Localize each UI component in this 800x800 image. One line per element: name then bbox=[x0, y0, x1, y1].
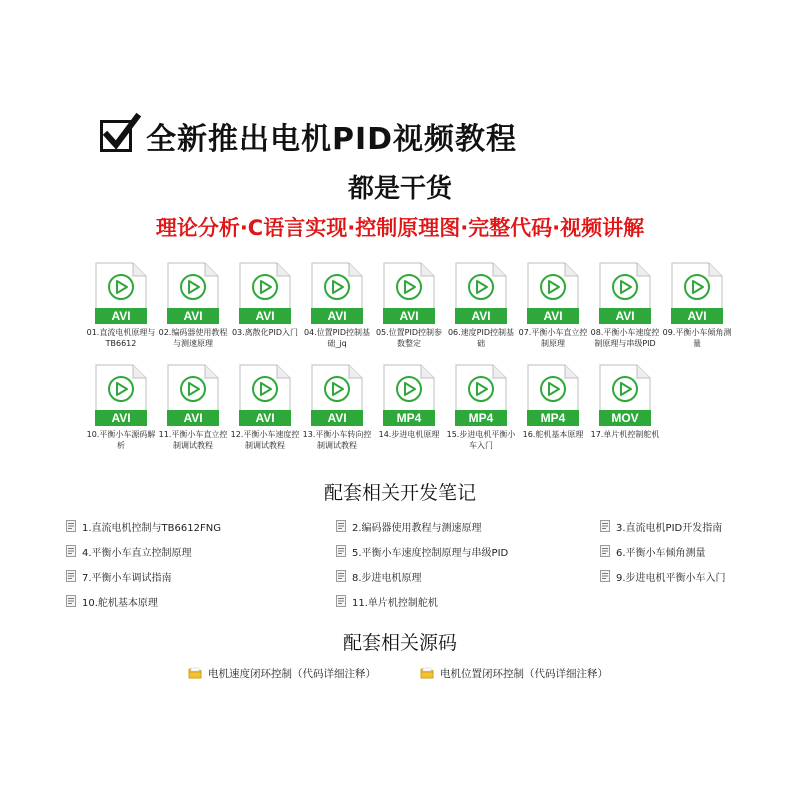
note-item-label: 10.舵机基本原理 bbox=[82, 597, 158, 609]
file-name: 14.步进电机原理 bbox=[378, 430, 440, 439]
file-name: 17.单片机控制舵机 bbox=[590, 430, 660, 439]
document-icon bbox=[600, 570, 610, 582]
note-item[interactable] bbox=[600, 543, 706, 559]
note-item[interactable] bbox=[66, 543, 192, 559]
note-item-label: 6.平衡小车倾角测量 bbox=[616, 547, 706, 559]
file-name: 08.平衡小车速度控制原理与串级PID bbox=[590, 328, 660, 348]
file-name: 07.平衡小车直立控制原理 bbox=[518, 328, 588, 348]
video-file[interactable] bbox=[301, 262, 373, 362]
note-item[interactable] bbox=[66, 568, 172, 584]
title-row bbox=[100, 116, 517, 156]
video-file[interactable] bbox=[661, 262, 733, 362]
file-type-badge: AVI bbox=[239, 410, 291, 426]
note-item-label: 5.平衡小车速度控制原理与串级PID bbox=[352, 547, 509, 559]
video-file[interactable] bbox=[517, 262, 589, 362]
note-item[interactable] bbox=[336, 568, 422, 584]
folder-icon bbox=[420, 666, 434, 680]
file-name: 10.平衡小车源码解析 bbox=[86, 430, 156, 450]
file-name: 05.位置PID控制参数整定 bbox=[375, 328, 443, 348]
document-icon bbox=[336, 570, 346, 582]
file-type-badge: AVI bbox=[527, 308, 579, 324]
file-type-badge: AVI bbox=[239, 308, 291, 324]
document-icon bbox=[66, 595, 76, 607]
file-type-badge: AVI bbox=[671, 308, 723, 324]
folder-icon bbox=[188, 666, 202, 680]
document-icon bbox=[600, 520, 610, 532]
document-icon bbox=[66, 570, 76, 582]
page-subtitle: 都是干货 bbox=[347, 174, 452, 204]
notes-section-title: 配套相关开发笔记 bbox=[323, 482, 476, 504]
video-file[interactable] bbox=[373, 364, 445, 464]
video-file[interactable] bbox=[229, 262, 301, 362]
note-item[interactable] bbox=[66, 593, 158, 609]
file-name: 16.舵机基本原理 bbox=[522, 430, 584, 439]
video-file[interactable] bbox=[445, 262, 517, 362]
file-type-badge: AVI bbox=[167, 410, 219, 426]
note-item[interactable] bbox=[336, 518, 482, 534]
file-type-badge: MP4 bbox=[455, 410, 507, 426]
file-name: 04.位置PID控制基础_jq bbox=[303, 328, 371, 348]
source-folder-label: 电机速度闭环控制（代码详细注释） bbox=[208, 667, 376, 680]
file-name: 06.速度PID控制基础 bbox=[447, 328, 515, 348]
note-item[interactable] bbox=[66, 518, 221, 534]
document-icon bbox=[336, 545, 346, 557]
video-file[interactable] bbox=[85, 364, 157, 464]
file-type-badge: AVI bbox=[311, 410, 363, 426]
document-icon bbox=[66, 545, 76, 557]
document-icon bbox=[66, 520, 76, 532]
file-type-badge: AVI bbox=[311, 308, 363, 324]
note-item-label: 2.编码器使用教程与测速原理 bbox=[352, 522, 482, 534]
note-item-label: 11.单片机控制舵机 bbox=[352, 597, 438, 609]
note-item[interactable] bbox=[336, 543, 508, 559]
document-icon bbox=[600, 545, 610, 557]
note-item[interactable] bbox=[600, 518, 722, 534]
source-section-title: 配套相关源码 bbox=[342, 632, 457, 654]
source-folder[interactable] bbox=[188, 664, 376, 682]
file-type-badge: MP4 bbox=[527, 410, 579, 426]
note-item-label: 8.步进电机原理 bbox=[352, 572, 422, 584]
video-file[interactable] bbox=[589, 262, 661, 362]
video-file[interactable] bbox=[85, 262, 157, 362]
source-folder[interactable] bbox=[420, 664, 608, 682]
features-line: 理论分析·C语言实现·控制原理图·完整代码·视频讲解 bbox=[155, 216, 645, 240]
video-file[interactable] bbox=[229, 364, 301, 464]
video-file[interactable] bbox=[517, 364, 589, 464]
file-name: 13.平衡小车转向控制调试教程 bbox=[302, 430, 372, 450]
file-type-badge: AVI bbox=[383, 308, 435, 324]
file-name: 12.平衡小车速度控制调试教程 bbox=[230, 430, 300, 450]
file-type-badge: AVI bbox=[95, 308, 147, 324]
file-type-badge: MOV bbox=[599, 410, 651, 426]
file-name: 01.直流电机原理与TB6612 bbox=[86, 328, 156, 348]
file-name: 03.离散化PID入门 bbox=[231, 328, 299, 337]
note-item-label: 3.直流电机PID开发指南 bbox=[616, 522, 723, 534]
file-type-badge: AVI bbox=[455, 308, 507, 324]
video-file[interactable] bbox=[445, 364, 517, 464]
note-item-label: 9.步进电机平衡小车入门 bbox=[616, 572, 726, 584]
file-name: 09.平衡小车倾角测量 bbox=[662, 328, 732, 348]
file-type-badge: AVI bbox=[599, 308, 651, 324]
file-type-badge: MP4 bbox=[383, 410, 435, 426]
file-name: 15.步进电机平衡小车入门 bbox=[446, 430, 516, 450]
file-type-badge: AVI bbox=[167, 308, 219, 324]
video-file[interactable] bbox=[157, 364, 229, 464]
document-icon bbox=[336, 595, 346, 607]
video-file[interactable] bbox=[589, 364, 661, 464]
note-item-label: 4.平衡小车直立控制原理 bbox=[82, 547, 192, 559]
file-name: 02.编码器使用教程与测速原理 bbox=[158, 328, 228, 348]
video-file[interactable] bbox=[373, 262, 445, 362]
document-icon bbox=[336, 520, 346, 532]
note-item-label: 7.平衡小车调试指南 bbox=[82, 572, 172, 584]
note-item-label: 1.直流电机控制与TB6612FNG bbox=[82, 522, 221, 534]
page-title: 全新推出电机PID视频教程 bbox=[146, 122, 518, 157]
file-name: 11.平衡小车直立控制调试教程 bbox=[158, 430, 228, 450]
file-type-badge: AVI bbox=[95, 410, 147, 426]
note-item[interactable] bbox=[600, 568, 726, 584]
video-file[interactable] bbox=[157, 262, 229, 362]
checkmark-icon bbox=[100, 120, 132, 152]
note-item[interactable] bbox=[336, 593, 438, 609]
source-folder-label: 电机位置闭环控制（代码详细注释） bbox=[440, 667, 608, 680]
video-file[interactable] bbox=[301, 364, 373, 464]
